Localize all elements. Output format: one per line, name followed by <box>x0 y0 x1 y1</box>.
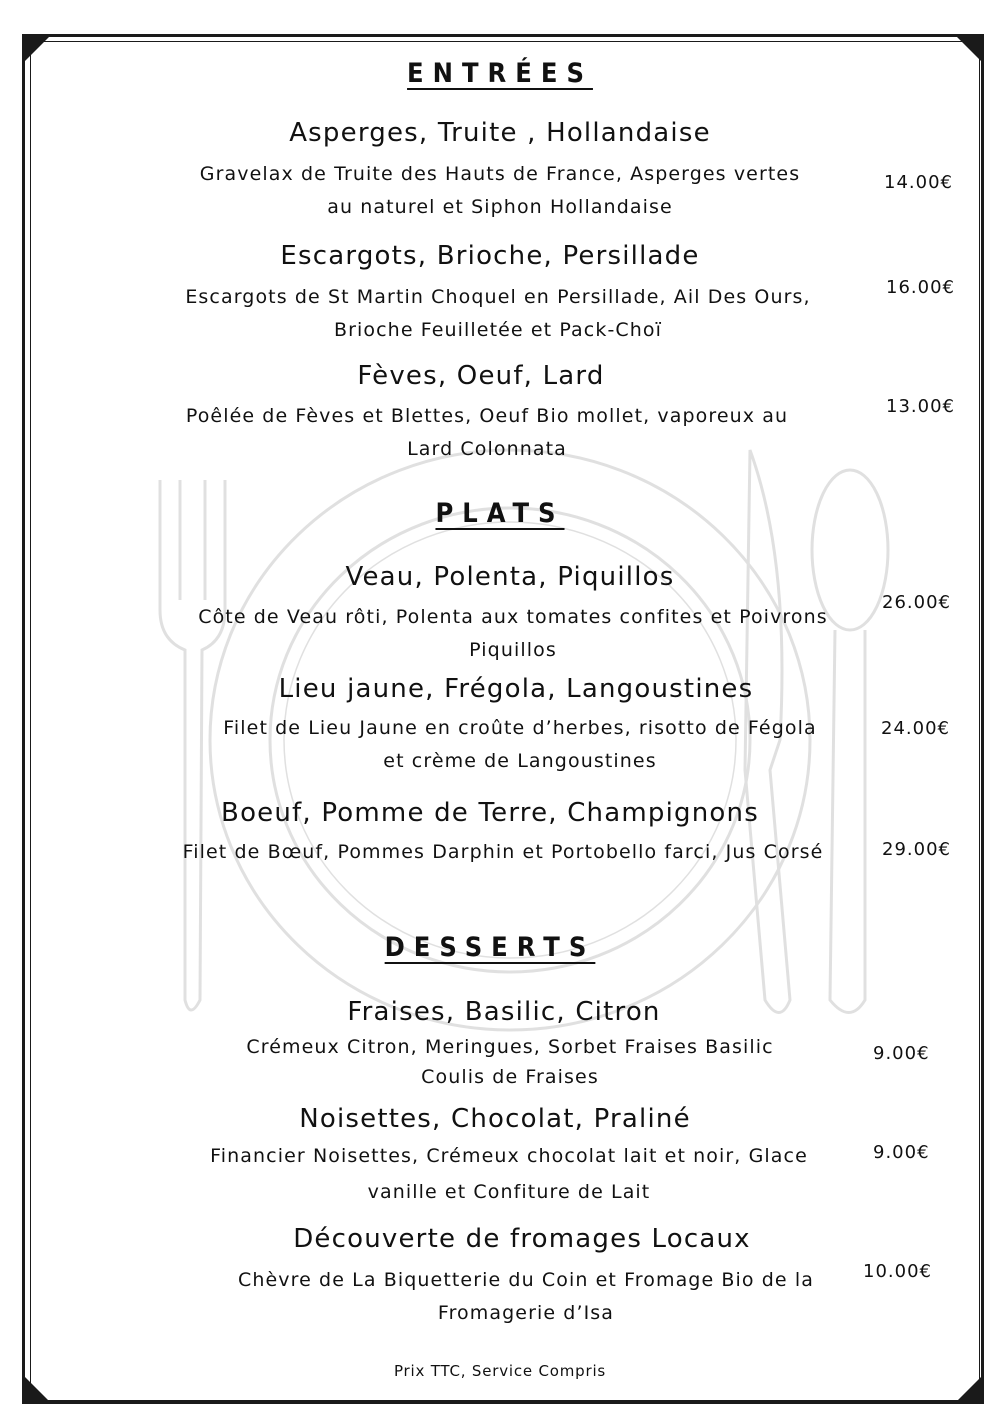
dish-description: Filet de Lieu Jaune en croûte d’herbes, risotto de Fégola et crème de Langoustines <box>223 717 817 772</box>
section-title-plats: PLATS <box>435 498 565 529</box>
dish-description: Poêlée de Fèves et Blettes, Oeuf Bio mollet, vaporeux au Lard Colonnata <box>185 405 789 460</box>
dish-price: 16.00€ <box>886 277 955 298</box>
dish-price: 9.00€ <box>873 1043 930 1064</box>
dish-price: 9.00€ <box>873 1142 930 1163</box>
dish-description: Côte de Veau rôti, Polenta aux tomates confites et Poivrons Piquillos <box>198 606 828 661</box>
dish-price: 14.00€ <box>884 172 953 193</box>
dish-name: Escargots, Brioche, Persillade <box>280 241 700 271</box>
dish-description: Financier Noisettes, Crémeux chocolat lait et noir, Glace vanille et Confiture de Lait <box>210 1145 808 1203</box>
corner-ornament <box>954 34 984 64</box>
dish-price: 29.00€ <box>882 839 951 860</box>
dish-description: Escargots de St Martin Choquel en Persillade, Ail Des Ours, Brioche Feuilletée et Pack-Choï <box>185 286 811 341</box>
dish-price: 24.00€ <box>881 718 950 739</box>
dish-name: Asperges, Truite , Hollandaise <box>289 118 711 148</box>
dish-description: Crémeux Citron, Meringues, Sorbet Fraises Basilic Coulis de Fraises <box>246 1036 774 1088</box>
dish-name: Boeuf, Pomme de Terre, Champignons <box>221 798 759 828</box>
dish-name: Lieu jaune, Frégola, Langoustines <box>278 674 754 704</box>
section-title-entrees: ENTRÉES <box>407 58 593 89</box>
dish-price: 10.00€ <box>863 1261 932 1282</box>
corner-ornament <box>22 34 52 64</box>
dish-description: Gravelax de Truite des Hauts de France, Asperges vertes au naturel et Siphon Hollandaise <box>199 163 801 218</box>
dish-name: Fèves, Oeuf, Lard <box>357 361 605 391</box>
dish-name: Découverte de fromages Locaux <box>293 1224 751 1254</box>
dish-price: 26.00€ <box>882 592 951 613</box>
footer-note: Prix TTC, Service Compris <box>393 1362 607 1380</box>
dish-name: Veau, Polenta, Piquillos <box>345 562 675 592</box>
dish-description: Chèvre de La Biquetterie du Coin et Fromage Bio de la Fromagerie d’Isa <box>237 1269 814 1324</box>
dish-description: Filet de Bœuf, Pommes Darphin et Portobello farci, Jus Corsé <box>182 841 824 863</box>
dish-price: 13.00€ <box>886 396 955 417</box>
dish-name: Fraises, Basilic, Citron <box>347 997 661 1027</box>
dish-name: Noisettes, Chocolat, Praliné <box>299 1104 691 1134</box>
section-title-desserts: DESSERTS <box>384 932 596 963</box>
